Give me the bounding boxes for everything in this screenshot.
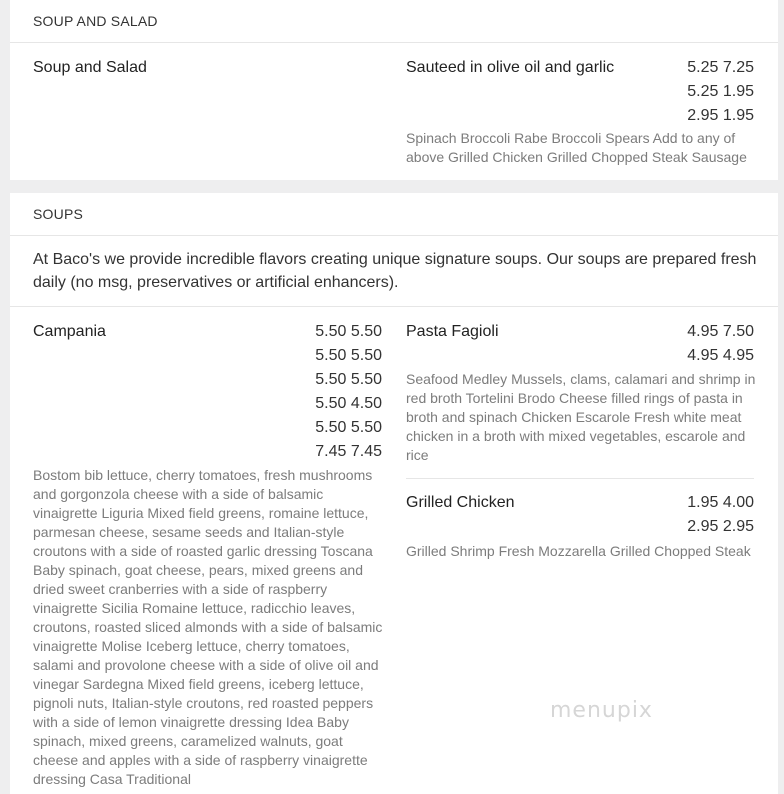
price: 5.25 1.95 xyxy=(687,83,754,100)
price: 5.50 5.50 xyxy=(315,371,382,388)
price: 5.50 5.50 xyxy=(315,419,382,436)
menu-item-description: Spinach Broccoli Rabe Broccoli Spears Add to any of above Grilled Chicken Grilled Chopped Steak Sausage xyxy=(406,130,747,165)
watermark: menupix xyxy=(550,698,653,723)
price: 5.50 5.50 xyxy=(315,323,382,340)
price: 4.95 4.95 xyxy=(687,347,754,364)
divider xyxy=(10,306,778,307)
menu-item-name: Pasta Fagioli xyxy=(406,323,499,340)
price: 5.25 7.25 xyxy=(687,59,754,76)
menu-item-description: Bostom bib lettuce, cherry tomatoes, fresh mushrooms and gorgonzola cheese with a side of balsamic vinaigrette Liguria Mixed field greens, romaine lettuce, parmesan cheese, sesame seeds and Italian-style croutons with a side of roasted garlic dressing Toscana Baby spinach, goat cheese, pears, mixed greens and dried sweet cranberries with a side of raspberry vinaigrette Sicilia Romaine lettuce, radicchio leaves, croutons, roasted sliced almonds with a side of balsamic vinaigrette Molise Iceberg lettuce, cherry tomatoes, salami and provolone cheese with a side of olive oil and vinegar Sardegna Mixed field greens, iceberg lettuce, pignoli nuts, Italian-style croutons, red roasted peppers with a side of lemon vinaigrette dressing Idea Baby spinach, mixed greens, caramelized walnuts, goat cheese and apples with a side of raspberry vinaigrette dressing Casa Traditional xyxy=(33,467,383,787)
menu-item-name: Campania xyxy=(33,323,106,340)
price-list xyxy=(687,56,754,128)
menu-item-name: Soup and Salad xyxy=(33,59,147,76)
price: 5.50 5.50 xyxy=(315,347,382,364)
price: 2.95 2.95 xyxy=(687,518,754,535)
price: 1.95 4.00 xyxy=(687,494,754,511)
price: 7.45 7.45 xyxy=(315,443,382,460)
price-list xyxy=(315,320,382,464)
menu-item-name: Grilled Chicken xyxy=(406,494,515,511)
price: 5.50 4.50 xyxy=(315,395,382,412)
section-intro: At Baco's we provide incredible flavors creating unique signature soups. Our soups are prepared fresh daily (no msg, preservatives or artificial enhancers). xyxy=(33,251,757,291)
price-list xyxy=(687,320,754,368)
divider xyxy=(406,478,754,479)
price: 4.95 7.50 xyxy=(687,323,754,340)
price-list xyxy=(687,491,754,539)
section-title: SOUP AND SALAD xyxy=(10,0,778,43)
price: 2.95 1.95 xyxy=(687,107,754,124)
soups-section xyxy=(10,193,778,794)
soup-and-salad-section xyxy=(10,0,778,180)
menu-item-description: Seafood Medley Mussels, clams, calamari and shrimp in red broth Tortelini Brodo Cheese filled rings of pasta in broth and spinach Chicken Escarole Fresh white meat chicken in a broth with mixed vegetables, escarole and rice xyxy=(406,371,756,463)
section-title: SOUPS xyxy=(10,193,778,236)
menu-item-name: Sauteed in olive oil and garlic xyxy=(406,59,615,76)
menu-item-description: Grilled Shrimp Fresh Mozzarella Grilled Chopped Steak xyxy=(406,543,751,559)
